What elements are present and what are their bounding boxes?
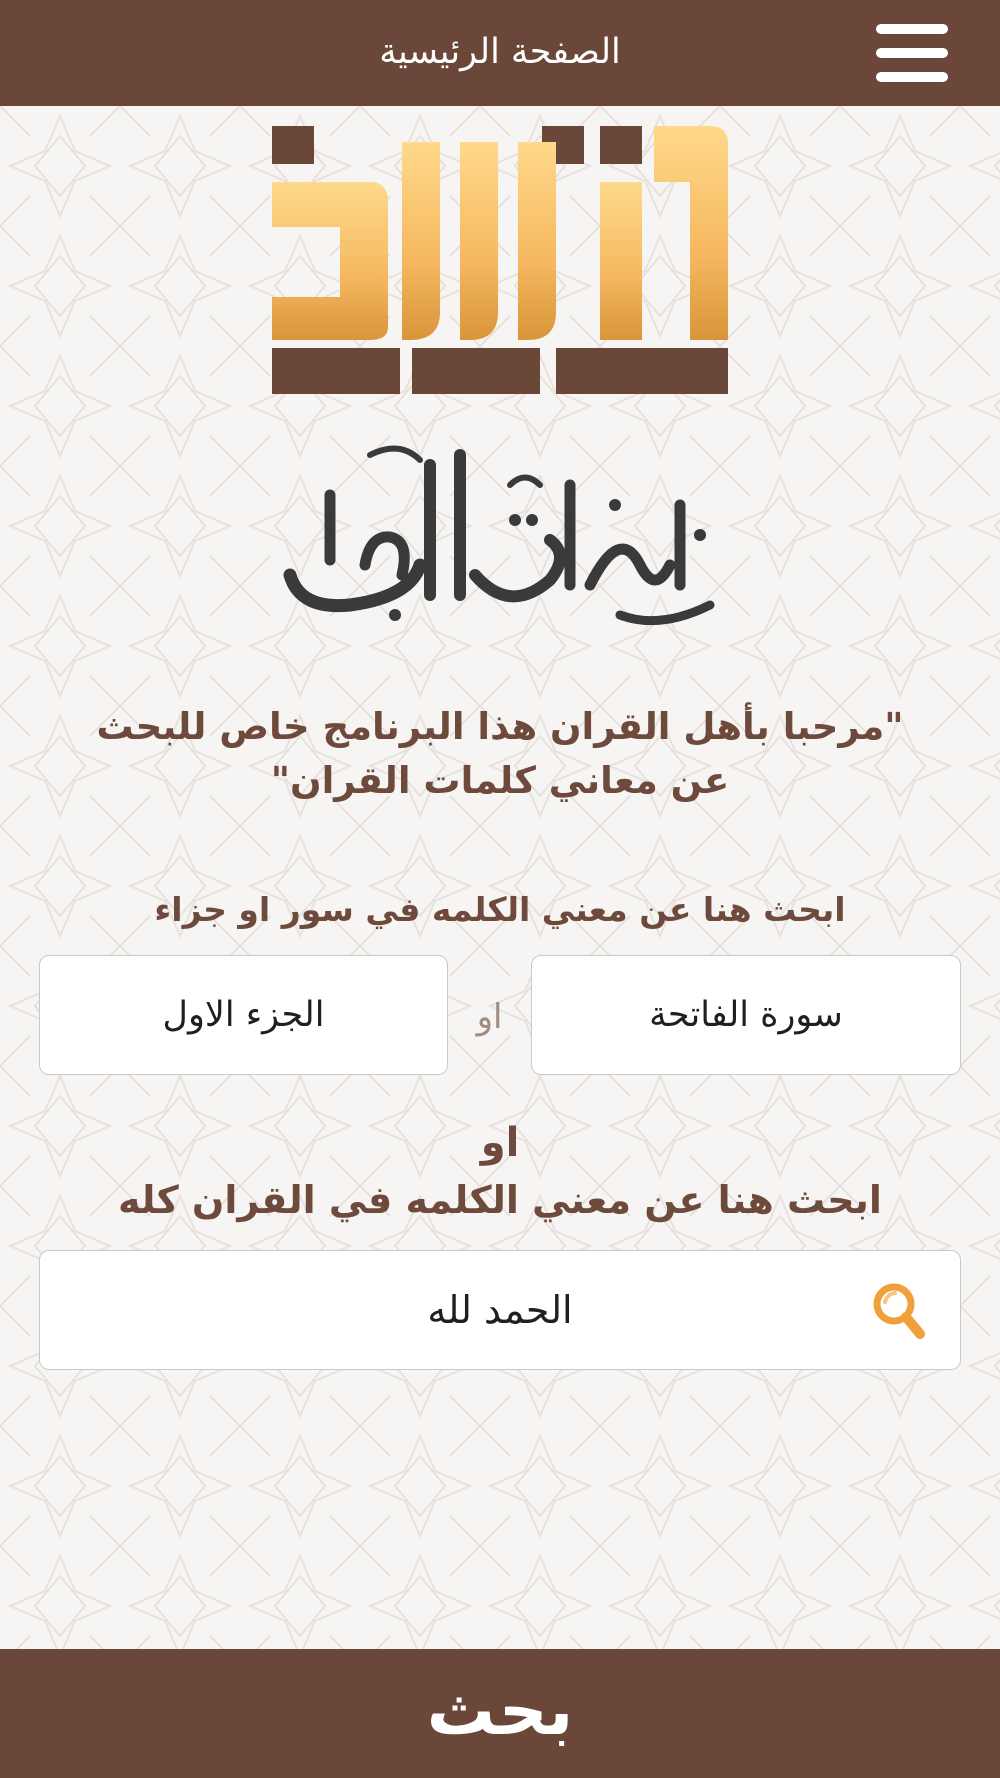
calligraphy-logo <box>270 425 730 635</box>
search-whole-prompt: ابحث هنا عن معني الكلمه في القران كله <box>118 1178 882 1222</box>
search-section-prompt: ابحث هنا عن معني الكلمه في سور او جزاء <box>154 890 846 929</box>
search-button[interactable]: بحث <box>0 1649 1000 1778</box>
app-logo-icon <box>270 122 730 402</box>
search-input[interactable] <box>39 1250 961 1370</box>
welcome-message: "مرحبا بأهل القران هذا البرنامج خاص للبحث عن معاني كلمات القران" <box>96 705 904 802</box>
search-icon[interactable] <box>870 1280 928 1342</box>
hamburger-menu-icon[interactable] <box>870 20 952 86</box>
page-title: الصفحة الرئيسية <box>379 32 621 72</box>
search-input-value: الحمد لله <box>427 1288 573 1332</box>
top-app-bar <box>0 0 1000 106</box>
juz-select[interactable]: الجزء الاول <box>39 955 448 1075</box>
or-divider: او <box>480 1120 520 1166</box>
surah-select[interactable]: سورة الفاتحة <box>531 955 961 1075</box>
or-label: او <box>476 997 503 1037</box>
